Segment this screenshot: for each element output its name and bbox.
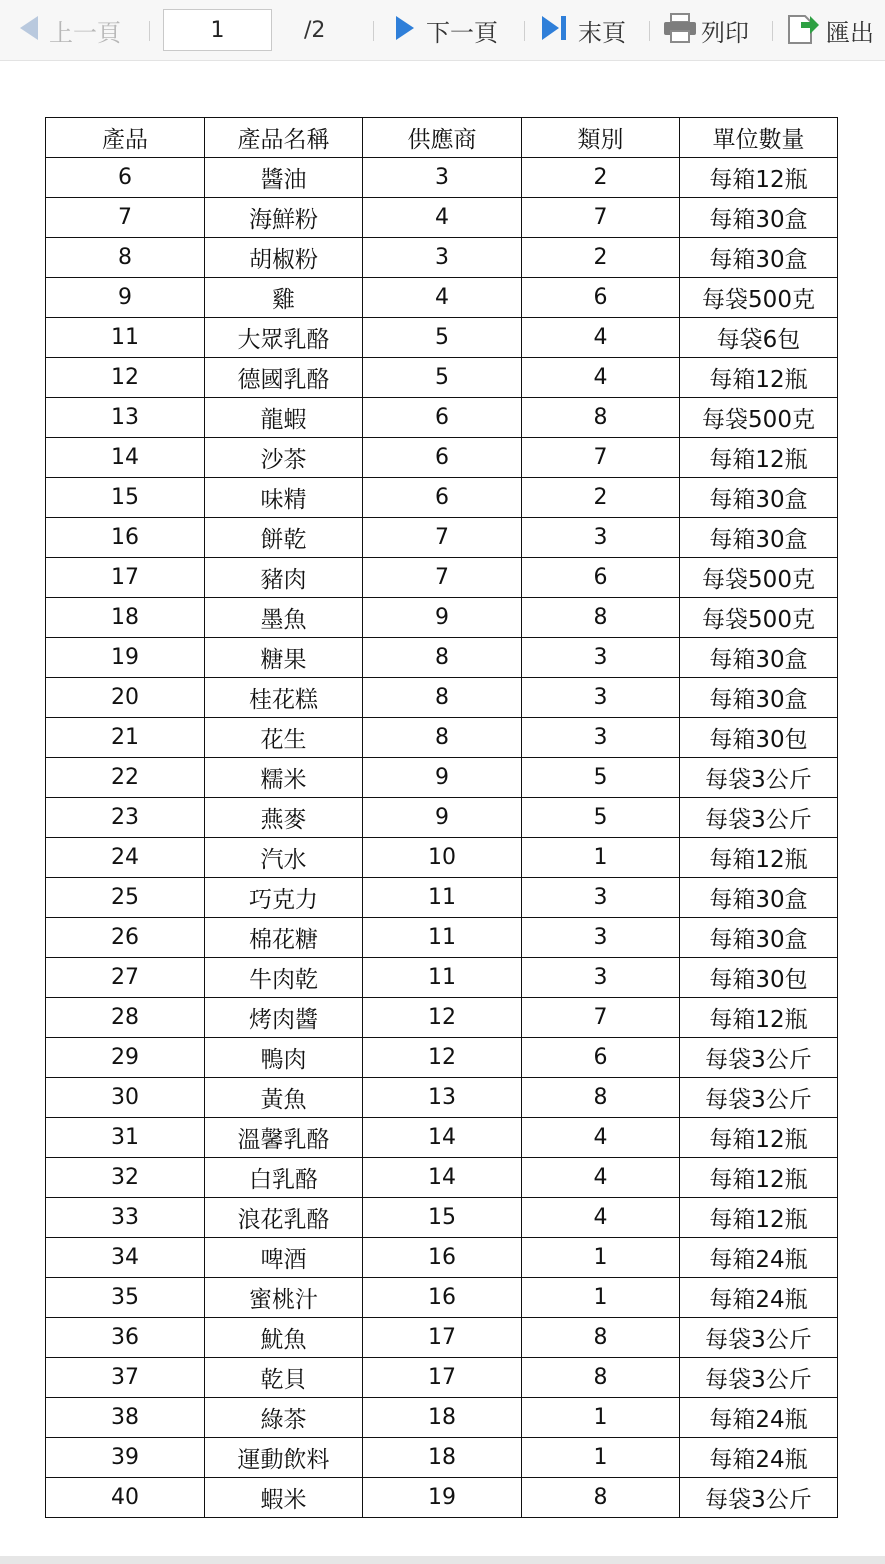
table-cell: 9: [46, 278, 205, 318]
table-cell: 每袋3公斤: [680, 1358, 838, 1398]
next-page-button[interactable]: [396, 0, 498, 61]
table-cell: 黃魚: [205, 1078, 363, 1118]
table-cell: 14: [363, 1158, 522, 1198]
table-cell: 白乳酪: [205, 1158, 363, 1198]
table-cell: 28: [46, 998, 205, 1038]
table-cell: 4: [522, 1158, 680, 1198]
table-cell: 浪花乳酪: [205, 1198, 363, 1238]
table-cell: 15: [363, 1198, 522, 1238]
table-cell: 海鮮粉: [205, 198, 363, 238]
table-cell: 每箱12瓶: [680, 1198, 838, 1238]
table-cell: 每箱24瓶: [680, 1438, 838, 1478]
table-cell: 3: [363, 238, 522, 278]
table-cell: 16: [363, 1238, 522, 1278]
table-cell: 6: [363, 398, 522, 438]
table-cell: 每箱30包: [680, 958, 838, 998]
table-cell: 2: [522, 478, 680, 518]
table-cell: 16: [46, 518, 205, 558]
table-cell: 21: [46, 718, 205, 758]
table-cell: 4: [522, 358, 680, 398]
table-cell: 味精: [205, 478, 363, 518]
table-cell: 10: [363, 838, 522, 878]
table-cell: 每箱30盒: [680, 678, 838, 718]
table-row: [46, 1358, 838, 1398]
table-cell: 每袋500克: [680, 598, 838, 638]
table-cell: 沙茶: [205, 438, 363, 478]
table-cell: 胡椒粉: [205, 238, 363, 278]
table-cell: 11: [363, 878, 522, 918]
table-cell: 每箱12瓶: [680, 158, 838, 198]
table-cell: 燕麥: [205, 798, 363, 838]
table-cell: 每袋3公斤: [680, 1038, 838, 1078]
table-cell: 每袋3公斤: [680, 1078, 838, 1118]
table-cell: 36: [46, 1318, 205, 1358]
table-cell: 3: [522, 718, 680, 758]
table-cell: 6: [363, 478, 522, 518]
table-cell: 每袋3公斤: [680, 1318, 838, 1358]
table-cell: 每袋500克: [680, 278, 838, 318]
table-row: [46, 958, 838, 998]
table-cell: 26: [46, 918, 205, 958]
table-cell: 蝦米: [205, 1478, 363, 1518]
table-row: [46, 318, 838, 358]
toolbar-divider: [149, 21, 150, 41]
table-cell: 1: [522, 1278, 680, 1318]
table-cell: 8: [522, 1478, 680, 1518]
table-row: [46, 758, 838, 798]
prev-page-label: 上一頁: [49, 19, 121, 47]
toolbar-divider: [373, 21, 374, 41]
table-cell: 3: [363, 158, 522, 198]
table-cell: 花生: [205, 718, 363, 758]
table-cell: 每箱30盒: [680, 238, 838, 278]
print-button[interactable]: [663, 0, 749, 61]
toolbar-divider: [524, 21, 525, 41]
table-cell: 巧克力: [205, 878, 363, 918]
table-row: [46, 558, 838, 598]
table-row: [46, 478, 838, 518]
table-cell: 7: [363, 558, 522, 598]
table-cell: 每箱30盒: [680, 918, 838, 958]
table-cell: 墨魚: [205, 598, 363, 638]
table-row: [46, 1198, 838, 1238]
table-cell: 40: [46, 1478, 205, 1518]
table-cell: 每袋500克: [680, 398, 838, 438]
table-cell: 3: [522, 958, 680, 998]
table-cell: 每箱24瓶: [680, 1278, 838, 1318]
table-cell: 19: [46, 638, 205, 678]
table-cell: 7: [522, 198, 680, 238]
table-cell: 8: [522, 1358, 680, 1398]
table-cell: 雞: [205, 278, 363, 318]
table-cell: 13: [363, 1078, 522, 1118]
table-header-row: [46, 118, 838, 158]
table-cell: 18: [363, 1438, 522, 1478]
table-cell: 每袋6包: [680, 318, 838, 358]
table-cell: 14: [46, 438, 205, 478]
table-cell: 3: [522, 878, 680, 918]
table-row: [46, 158, 838, 198]
table-cell: 每袋3公斤: [680, 1478, 838, 1518]
table-cell: 3: [522, 518, 680, 558]
table-cell: 6: [522, 278, 680, 318]
table-cell: 7: [46, 198, 205, 238]
table-cell: 12: [46, 358, 205, 398]
table-cell: 4: [363, 278, 522, 318]
table-row: [46, 1038, 838, 1078]
table-row: [46, 718, 838, 758]
table-cell: 27: [46, 958, 205, 998]
table-row: [46, 518, 838, 558]
table-cell: 每箱24瓶: [680, 1238, 838, 1278]
table-cell: 16: [363, 1278, 522, 1318]
table-cell: 3: [522, 638, 680, 678]
table-cell: 39: [46, 1438, 205, 1478]
table-cell: 每箱12瓶: [680, 1118, 838, 1158]
report-page: [0, 62, 885, 1556]
table-row: [46, 998, 838, 1038]
product-table: [45, 117, 838, 1518]
report-toolbar: [0, 0, 885, 61]
table-cell: 每箱12瓶: [680, 1158, 838, 1198]
table-row: [46, 798, 838, 838]
table-cell: 每箱12瓶: [680, 438, 838, 478]
table-cell: 19: [363, 1478, 522, 1518]
toolbar-divider: [649, 21, 650, 41]
table-cell: 6: [522, 558, 680, 598]
table-cell: 糖果: [205, 638, 363, 678]
printer-icon: [663, 13, 697, 49]
table-row: [46, 278, 838, 318]
table-cell: 蜜桃汁: [205, 1278, 363, 1318]
table-cell: 乾貝: [205, 1358, 363, 1398]
table-cell: 38: [46, 1398, 205, 1438]
table-cell: 11: [46, 318, 205, 358]
table-row: [46, 1278, 838, 1318]
table-cell: 4: [363, 198, 522, 238]
page-total: /2: [304, 18, 326, 43]
table-row: [46, 238, 838, 278]
table-cell: 18: [46, 598, 205, 638]
table-row: [46, 1118, 838, 1158]
table-cell: 6: [522, 1038, 680, 1078]
table-row: [46, 1078, 838, 1118]
table-cell: 每箱30盒: [680, 518, 838, 558]
table-cell: 醬油: [205, 158, 363, 198]
table-cell: 25: [46, 878, 205, 918]
table-row: [46, 1438, 838, 1478]
print-label: 列印: [701, 19, 749, 47]
table-body: [46, 158, 838, 1518]
table-cell: 每箱30盒: [680, 198, 838, 238]
table-row: [46, 398, 838, 438]
column-header: 單位數量: [680, 118, 838, 158]
table-cell: 2: [522, 158, 680, 198]
table-cell: 8: [363, 718, 522, 758]
table-cell: 1: [522, 1398, 680, 1438]
table-cell: 魷魚: [205, 1318, 363, 1358]
table-cell: 8: [522, 398, 680, 438]
table-cell: 汽水: [205, 838, 363, 878]
table-cell: 18: [363, 1398, 522, 1438]
table-cell: 3: [522, 918, 680, 958]
table-cell: 17: [46, 558, 205, 598]
export-button[interactable]: [786, 0, 874, 61]
table-cell: 每箱30盒: [680, 478, 838, 518]
table-cell: 4: [522, 1198, 680, 1238]
table-cell: 13: [46, 398, 205, 438]
table-cell: 5: [522, 798, 680, 838]
table-cell: 7: [522, 998, 680, 1038]
table-cell: 8: [522, 1318, 680, 1358]
table-cell: 11: [363, 918, 522, 958]
table-cell: 每箱30盒: [680, 878, 838, 918]
table-row: [46, 838, 838, 878]
table-cell: 29: [46, 1038, 205, 1078]
table-cell: 6: [46, 158, 205, 198]
table-cell: 5: [363, 358, 522, 398]
last-page-button[interactable]: [542, 0, 626, 61]
table-cell: 龍蝦: [205, 398, 363, 438]
table-cell: 鴨肉: [205, 1038, 363, 1078]
table-cell: 24: [46, 838, 205, 878]
table-cell: 20: [46, 678, 205, 718]
table-row: [46, 198, 838, 238]
table-cell: 31: [46, 1118, 205, 1158]
table-cell: 1: [522, 1438, 680, 1478]
table-row: [46, 1478, 838, 1518]
table-cell: 32: [46, 1158, 205, 1198]
table-row: [46, 438, 838, 478]
table-cell: 溫馨乳酪: [205, 1118, 363, 1158]
table-cell: 牛肉乾: [205, 958, 363, 998]
table-cell: 8: [363, 678, 522, 718]
toolbar-divider: [772, 21, 773, 41]
table-cell: 7: [363, 518, 522, 558]
table-cell: 33: [46, 1198, 205, 1238]
horizontal-scrollbar[interactable]: [0, 1556, 885, 1564]
table-row: [46, 1398, 838, 1438]
table-cell: 8: [522, 598, 680, 638]
table-row: [46, 1238, 838, 1278]
table-cell: 4: [522, 318, 680, 358]
table-cell: 9: [363, 598, 522, 638]
table-cell: 糯米: [205, 758, 363, 798]
table-cell: 德國乳酪: [205, 358, 363, 398]
column-header: 產品: [46, 118, 205, 158]
table-cell: 每箱30包: [680, 718, 838, 758]
table-cell: 棉花糖: [205, 918, 363, 958]
table-cell: 7: [522, 438, 680, 478]
table-cell: 35: [46, 1278, 205, 1318]
table-cell: 9: [363, 758, 522, 798]
table-cell: 8: [522, 1078, 680, 1118]
table-cell: 餅乾: [205, 518, 363, 558]
table-row: [46, 878, 838, 918]
table-cell: 桂花糕: [205, 678, 363, 718]
table-row: [46, 678, 838, 718]
table-cell: 每袋500克: [680, 558, 838, 598]
table-cell: 啤酒: [205, 1238, 363, 1278]
table-row: [46, 918, 838, 958]
table-cell: 14: [363, 1118, 522, 1158]
table-cell: 5: [522, 758, 680, 798]
table-cell: 12: [363, 998, 522, 1038]
export-icon: [786, 11, 820, 51]
last-page-label: 末頁: [578, 19, 626, 47]
table-row: [46, 1318, 838, 1358]
table-cell: 11: [363, 958, 522, 998]
next-page-label: 下一頁: [426, 19, 498, 47]
table-cell: 1: [522, 838, 680, 878]
table-row: [46, 1158, 838, 1198]
table-cell: 豬肉: [205, 558, 363, 598]
table-cell: 每箱24瓶: [680, 1398, 838, 1438]
table-row: [46, 358, 838, 398]
triangle-left-icon: [20, 16, 38, 46]
table-cell: 8: [46, 238, 205, 278]
page-number-input[interactable]: [163, 9, 272, 51]
table-cell: 30: [46, 1078, 205, 1118]
table-cell: 22: [46, 758, 205, 798]
table-cell: 每袋3公斤: [680, 798, 838, 838]
table-cell: 每箱12瓶: [680, 358, 838, 398]
table-cell: 每箱30盒: [680, 638, 838, 678]
table-cell: 9: [363, 798, 522, 838]
table-cell: 每箱12瓶: [680, 998, 838, 1038]
export-label: 匯出: [826, 19, 874, 47]
skip-to-end-icon: [542, 15, 568, 47]
table-cell: 4: [522, 1118, 680, 1158]
table-cell: 17: [363, 1358, 522, 1398]
table-cell: 37: [46, 1358, 205, 1398]
table-cell: 5: [363, 318, 522, 358]
table-cell: 3: [522, 678, 680, 718]
table-cell: 12: [363, 1038, 522, 1078]
table-cell: 綠茶: [205, 1398, 363, 1438]
table-row: [46, 598, 838, 638]
table-cell: 17: [363, 1318, 522, 1358]
triangle-right-icon: [396, 16, 414, 46]
table-cell: 34: [46, 1238, 205, 1278]
column-header: 供應商: [363, 118, 522, 158]
column-header: 產品名稱: [205, 118, 363, 158]
table-cell: 6: [363, 438, 522, 478]
column-header: 類別: [522, 118, 680, 158]
table-cell: 大眾乳酪: [205, 318, 363, 358]
table-cell: 2: [522, 238, 680, 278]
prev-page-button[interactable]: [20, 0, 121, 61]
table-cell: 每箱12瓶: [680, 838, 838, 878]
table-cell: 運動飲料: [205, 1438, 363, 1478]
table-cell: 烤肉醬: [205, 998, 363, 1038]
table-cell: 15: [46, 478, 205, 518]
table-cell: 23: [46, 798, 205, 838]
table-row: [46, 638, 838, 678]
table-cell: 8: [363, 638, 522, 678]
table-cell: 1: [522, 1238, 680, 1278]
table-cell: 每袋3公斤: [680, 758, 838, 798]
